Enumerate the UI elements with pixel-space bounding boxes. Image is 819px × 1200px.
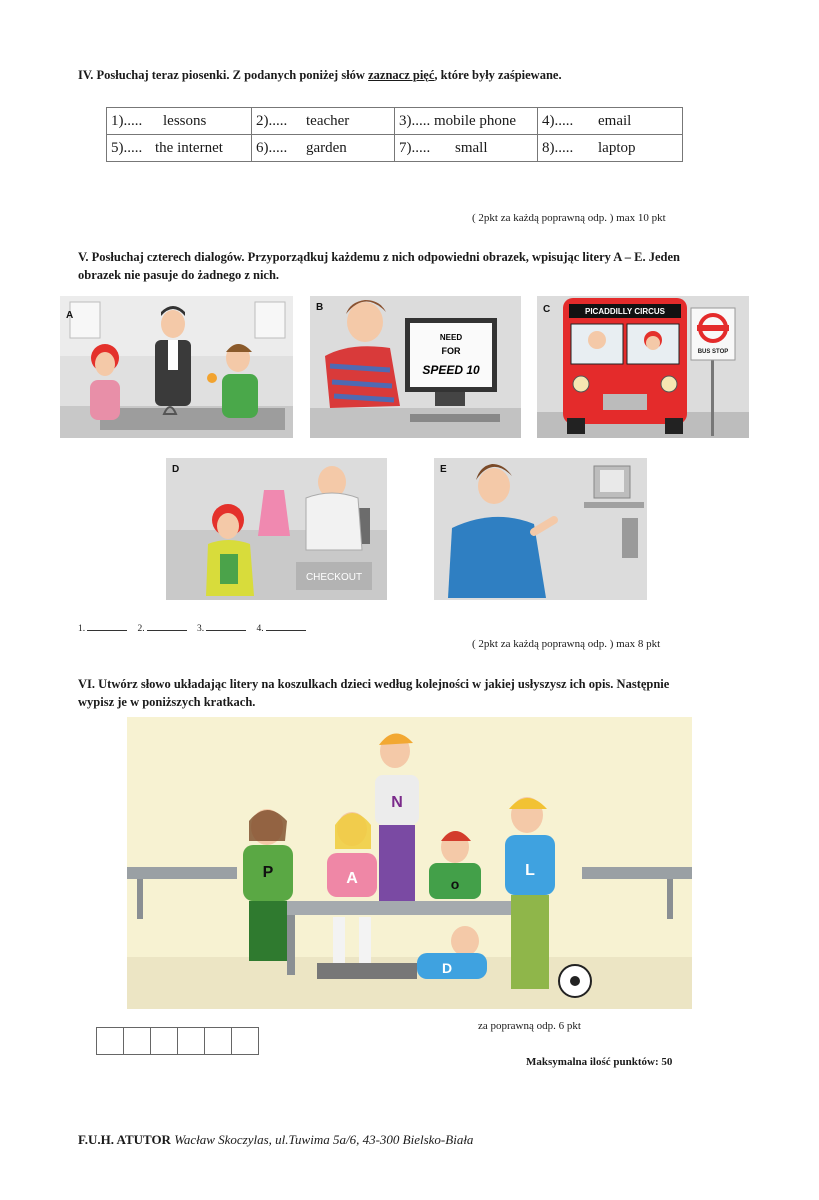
picture-c-label: C	[543, 304, 551, 315]
answer-blank-2[interactable]	[147, 630, 187, 631]
letter-box[interactable]	[96, 1027, 124, 1055]
word-cell[interactable]: 5)..... the internet	[107, 135, 252, 162]
max-points: Maksymalna ilość punktów: 50	[526, 1056, 673, 1068]
word-cell[interactable]: 7)..... small	[395, 135, 538, 162]
shirt-letter-p: P	[262, 864, 274, 881]
picture-a-label: A	[66, 310, 74, 321]
section6-heading: VI. Utwórz słowo układając litery na koszulkach dzieci według kolejności w jakiej usłyszysz ich opis. Następnie wypisz je w poniższych kratkach.	[78, 677, 670, 709]
picture-a	[60, 296, 293, 438]
letter-box[interactable]	[123, 1027, 151, 1055]
word-cell[interactable]: 4)..... email	[538, 108, 683, 135]
section5-score: ( 2pkt za każdą poprawną odp. ) max 8 pkt	[472, 638, 661, 650]
kids-scene	[127, 717, 692, 1009]
screen-text: SPEED 10	[422, 363, 480, 377]
letter-box[interactable]	[204, 1027, 232, 1055]
word-cell[interactable]: 2)..... teacher	[252, 108, 395, 135]
answer-blank-4[interactable]	[266, 630, 306, 631]
picture-d	[166, 458, 387, 600]
bus-stop-sign: BUS STOP	[697, 349, 729, 355]
picture-e-label: E	[440, 464, 447, 475]
letter-box[interactable]	[177, 1027, 205, 1055]
word-table	[106, 107, 683, 162]
footer: F.U.H. ATUTOR Wacław Skoczylas, ul.Tuwima 5a/6, 43-300 Bielsko-Biała	[78, 1132, 474, 1147]
screen-text: NEED	[439, 333, 463, 342]
word-cell[interactable]: 1)..... lessons	[107, 108, 252, 135]
table-row	[107, 108, 683, 135]
letter-grid	[97, 1027, 259, 1055]
table-row	[107, 135, 683, 162]
letter-box[interactable]	[231, 1027, 259, 1055]
screen-text: FOR	[441, 346, 461, 356]
word-cell[interactable]: 3)..... mobile phone	[395, 108, 538, 135]
picture-e	[434, 458, 647, 600]
section4-heading: IV. Posłuchaj teraz piosenki. Z podanych poniżej słów zaznacz pięć, które były zaśpiewane.	[78, 68, 562, 82]
section4-score: ( 2pkt za każdą poprawną odp. ) max 10 pkt	[472, 212, 666, 224]
shirt-letter-n: N	[391, 794, 403, 811]
picture-b-label: B	[316, 302, 324, 313]
shirt-letter-l: L	[525, 862, 535, 879]
picture-d-label: D	[172, 464, 180, 475]
picture-c	[537, 296, 749, 438]
answer-lines: 1. 2. 3. 4.	[78, 624, 314, 634]
answer-blank-3[interactable]	[206, 630, 246, 631]
word-cell[interactable]: 8)..... laptop	[538, 135, 683, 162]
picture-b	[310, 296, 521, 438]
answer-blank-1[interactable]	[87, 630, 127, 631]
checkout-sign: CHECKOUT	[305, 572, 363, 583]
bus-destination-sign: PICADDILLY CIRCUS	[584, 307, 666, 316]
shirt-letter-o: o	[450, 876, 460, 892]
word-cell[interactable]: 6)..... garden	[252, 135, 395, 162]
letter-box[interactable]	[150, 1027, 178, 1055]
shirt-letter-a: A	[346, 870, 358, 887]
section6-score: za poprawną odp. 6 pkt	[478, 1020, 581, 1032]
section5-heading: V. Posłuchaj czterech dialogów. Przyporządkuj każdemu z nich odpowiedni obrazek, wpisując litery A – E. Jeden obrazek nie pasuje do żadnego z nich.	[78, 250, 680, 282]
shirt-letter-d: D	[441, 960, 453, 976]
